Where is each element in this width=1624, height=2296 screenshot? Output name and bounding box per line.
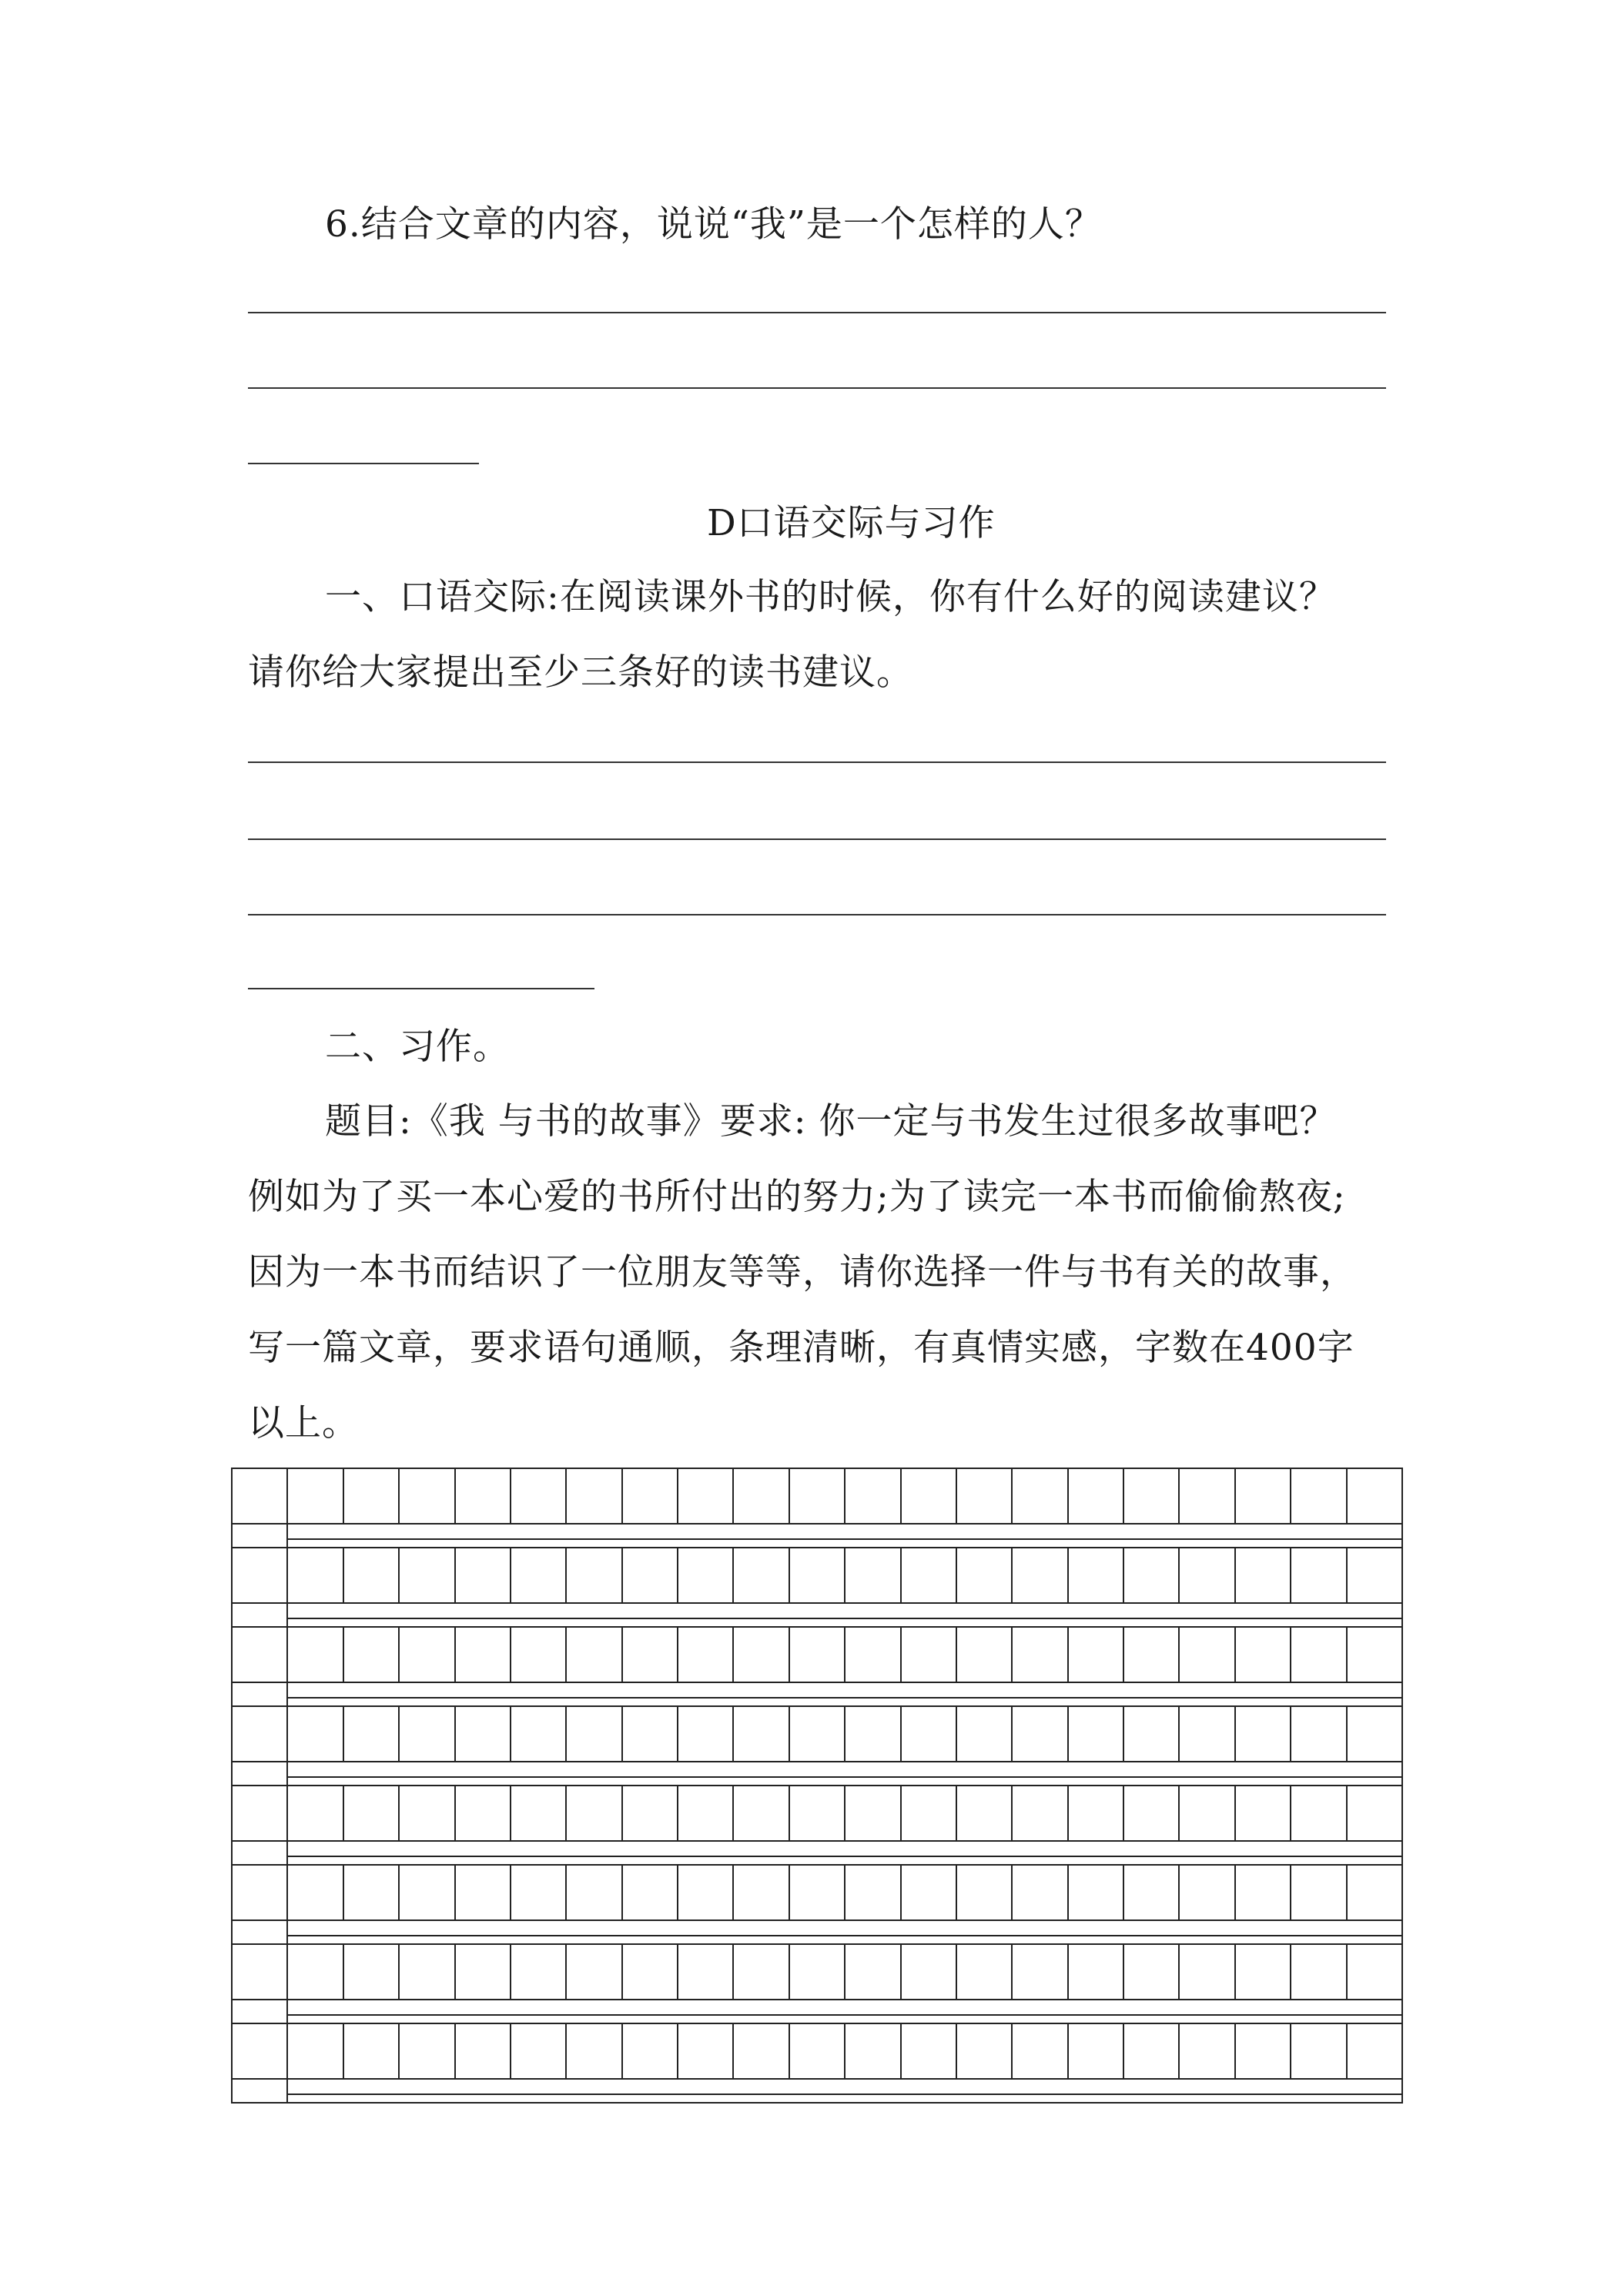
grid-gap-strip xyxy=(231,1682,1403,1705)
grid-cell[interactable] xyxy=(400,2024,455,2078)
grid-gap-left xyxy=(233,1683,288,1705)
grid-gap-right xyxy=(288,2080,1401,2102)
grid-cell[interactable] xyxy=(1180,1469,1235,1523)
grid-cell[interactable] xyxy=(902,2024,957,2078)
grid-cell[interactable] xyxy=(344,2024,400,2078)
grid-cell[interactable] xyxy=(567,1945,622,1999)
grid-cell[interactable] xyxy=(902,1469,957,1523)
grid-cell[interactable] xyxy=(623,1628,678,1682)
answer-line-short[interactable] xyxy=(248,463,479,464)
grid-gap-right xyxy=(288,1683,1401,1705)
grid-cell[interactable] xyxy=(734,1548,789,1602)
grid-cell[interactable] xyxy=(845,1469,901,1523)
grid-cell[interactable] xyxy=(288,2024,343,2078)
grid-cell[interactable] xyxy=(1348,1628,1401,1682)
grid-cell[interactable] xyxy=(400,1945,455,1999)
grid-cell[interactable] xyxy=(233,1628,288,1682)
grid-cell[interactable] xyxy=(288,1628,343,1682)
grid-cell[interactable] xyxy=(623,1548,678,1602)
grid-cell[interactable] xyxy=(678,1945,734,1999)
composition-grid[interactable] xyxy=(231,1468,1403,2104)
grid-gap-strip xyxy=(231,1840,1403,1864)
grid-cell[interactable] xyxy=(1069,2024,1124,2078)
grid-gap-right xyxy=(288,1842,1401,1864)
grid-cell[interactable] xyxy=(902,1786,957,1840)
grid-cell[interactable] xyxy=(1013,1707,1068,1761)
grid-cell[interactable] xyxy=(1124,1945,1180,1999)
grid-cell[interactable] xyxy=(1236,1469,1291,1523)
grid-cell[interactable] xyxy=(902,1945,957,1999)
grid-cell[interactable] xyxy=(902,1707,957,1761)
grid-cell[interactable] xyxy=(1013,1945,1068,1999)
grid-cell[interactable] xyxy=(678,1786,734,1840)
grid-cell[interactable] xyxy=(1069,1707,1124,1761)
grid-gap-right xyxy=(288,1525,1401,1547)
grid-cell[interactable] xyxy=(845,1707,901,1761)
grid-row xyxy=(231,1468,1403,1523)
grid-cell[interactable] xyxy=(1069,1866,1124,1919)
grid-gap-right xyxy=(288,1604,1401,1626)
grid-cell[interactable] xyxy=(456,1945,511,1999)
writing-prompt-line-4: 写一篇文章，要求语句通顺，条理清晰，有真情实感，字数在400字 xyxy=(248,1327,1354,1369)
grid-cell[interactable] xyxy=(623,1866,678,1919)
writing-prompt-line-5: 以上。 xyxy=(248,1402,359,1444)
grid-cell[interactable] xyxy=(790,1548,845,1602)
grid-cell[interactable] xyxy=(567,1786,622,1840)
grid-cell[interactable] xyxy=(288,1548,343,1602)
grid-cell[interactable] xyxy=(233,2024,288,2078)
grid-cell[interactable] xyxy=(1124,1866,1180,1919)
grid-cell[interactable] xyxy=(567,1628,622,1682)
grid-cell[interactable] xyxy=(734,1866,789,1919)
grid-cell[interactable] xyxy=(678,1628,734,1682)
grid-cell[interactable] xyxy=(511,1866,567,1919)
grid-cell[interactable] xyxy=(1291,1469,1347,1523)
grid-cell[interactable] xyxy=(1236,2024,1291,2078)
grid-cell[interactable] xyxy=(790,1628,845,1682)
grid-cell[interactable] xyxy=(233,1707,288,1761)
grid-cell[interactable] xyxy=(233,1548,288,1602)
grid-cell[interactable] xyxy=(1069,1786,1124,1840)
grid-cell[interactable] xyxy=(790,1945,845,1999)
grid-cell[interactable] xyxy=(1013,1866,1068,1919)
grid-gap-strip xyxy=(231,1523,1403,1547)
grid-cell[interactable] xyxy=(623,1786,678,1840)
grid-cell[interactable] xyxy=(902,1628,957,1682)
grid-cell[interactable] xyxy=(1124,1548,1180,1602)
grid-cell[interactable] xyxy=(400,1469,455,1523)
grid-cell[interactable] xyxy=(567,1866,622,1919)
grid-cell[interactable] xyxy=(1236,1707,1291,1761)
grid-cell[interactable] xyxy=(1069,1628,1124,1682)
grid-cell[interactable] xyxy=(1180,1786,1235,1840)
grid-cell[interactable] xyxy=(1124,1628,1180,1682)
oral-prompt-line-2: 请你给大家提出至少三条好的读书建议。 xyxy=(248,651,913,694)
grid-cell[interactable] xyxy=(790,1866,845,1919)
grid-gap-strip xyxy=(231,1602,1403,1626)
grid-cell[interactable] xyxy=(1348,1548,1401,1602)
grid-cell[interactable] xyxy=(957,1469,1013,1523)
grid-cell[interactable] xyxy=(344,1786,400,1840)
grid-cell[interactable] xyxy=(678,1548,734,1602)
grid-cell[interactable] xyxy=(288,1707,343,1761)
grid-row xyxy=(231,1705,1403,1761)
grid-cell[interactable] xyxy=(1236,1548,1291,1602)
grid-cell[interactable] xyxy=(288,1945,343,1999)
grid-cell[interactable] xyxy=(957,1707,1013,1761)
grid-cell[interactable] xyxy=(902,1866,957,1919)
grid-cell[interactable] xyxy=(790,1707,845,1761)
grid-cell[interactable] xyxy=(1124,1469,1180,1523)
grid-gap-left xyxy=(233,2080,288,2102)
grid-cell[interactable] xyxy=(1180,1707,1235,1761)
answer-line[interactable] xyxy=(248,312,1386,313)
grid-cell[interactable] xyxy=(902,1548,957,1602)
grid-cell[interactable] xyxy=(845,1866,901,1919)
grid-gap-right xyxy=(288,1921,1401,1943)
grid-cell[interactable] xyxy=(233,1866,288,1919)
grid-cell[interactable] xyxy=(456,1866,511,1919)
grid-cell[interactable] xyxy=(845,1548,901,1602)
grid-cell[interactable] xyxy=(511,1469,567,1523)
writing-prompt-line-1: 题目:《我 与书的故事》要求: 你一定与书发生过很多故事吧？ xyxy=(325,1100,1337,1143)
grid-cell[interactable] xyxy=(400,1628,455,1682)
grid-cell[interactable] xyxy=(623,1945,678,1999)
grid-cell[interactable] xyxy=(233,1469,288,1523)
answer-line[interactable] xyxy=(248,761,1386,763)
oral-prompt-line-1: 一、口语交际:在阅读课外书的时候，你有什么好的阅读建议？ xyxy=(325,576,1336,618)
grid-cell[interactable] xyxy=(1291,1945,1347,1999)
grid-cell[interactable] xyxy=(790,2024,845,2078)
grid-cell[interactable] xyxy=(734,1628,789,1682)
grid-cell[interactable] xyxy=(1124,1707,1180,1761)
grid-cell[interactable] xyxy=(1180,1548,1235,1602)
grid-cell[interactable] xyxy=(1348,1866,1401,1919)
grid-cell[interactable] xyxy=(845,2024,901,2078)
grid-cell[interactable] xyxy=(1348,1469,1401,1523)
grid-cell[interactable] xyxy=(678,1707,734,1761)
answer-line[interactable] xyxy=(248,838,1386,840)
grid-cell[interactable] xyxy=(456,2024,511,2078)
grid-cell[interactable] xyxy=(1013,1786,1068,1840)
grid-cell[interactable] xyxy=(456,1469,511,1523)
grid-cell[interactable] xyxy=(1124,1786,1180,1840)
grid-cell[interactable] xyxy=(1013,1628,1068,1682)
grid-cell[interactable] xyxy=(734,2024,789,2078)
grid-cell[interactable] xyxy=(790,1786,845,1840)
grid-cell[interactable] xyxy=(957,2024,1013,2078)
grid-cell[interactable] xyxy=(1180,2024,1235,2078)
grid-cell[interactable] xyxy=(1069,1469,1124,1523)
grid-cell[interactable] xyxy=(678,1866,734,1919)
writing-heading: 二、习作。 xyxy=(325,1026,510,1068)
grid-cell[interactable] xyxy=(344,1548,400,1602)
grid-cell[interactable] xyxy=(1013,1469,1068,1523)
grid-cell[interactable] xyxy=(511,1548,567,1602)
grid-cell[interactable] xyxy=(1236,1628,1291,1682)
grid-cell[interactable] xyxy=(400,1707,455,1761)
grid-cell[interactable] xyxy=(567,1707,622,1761)
grid-cell[interactable] xyxy=(845,1786,901,1840)
grid-cell[interactable] xyxy=(734,1945,789,1999)
grid-cell[interactable] xyxy=(734,1786,789,1840)
grid-cell[interactable] xyxy=(511,1707,567,1761)
grid-cell[interactable] xyxy=(623,1707,678,1761)
grid-cell[interactable] xyxy=(678,1469,734,1523)
grid-cell[interactable] xyxy=(957,1786,1013,1840)
answer-line-short[interactable] xyxy=(248,988,594,989)
grid-cell[interactable] xyxy=(456,1786,511,1840)
grid-gap-strip xyxy=(231,2078,1403,2102)
answer-line[interactable] xyxy=(248,387,1386,389)
grid-cell[interactable] xyxy=(957,1548,1013,1602)
grid-gap-left xyxy=(233,1842,288,1864)
grid-cell[interactable] xyxy=(1291,2024,1347,2078)
grid-cell[interactable] xyxy=(233,1786,288,1840)
grid-cell[interactable] xyxy=(957,1945,1013,1999)
grid-cell[interactable] xyxy=(344,1945,400,1999)
grid-cell[interactable] xyxy=(1180,1945,1235,1999)
grid-cell[interactable] xyxy=(511,1786,567,1840)
grid-cell[interactable] xyxy=(623,2024,678,2078)
grid-bottom-border xyxy=(231,2102,1403,2104)
grid-cell[interactable] xyxy=(511,1945,567,1999)
grid-cell[interactable] xyxy=(511,1628,567,1682)
grid-cell[interactable] xyxy=(400,1548,455,1602)
grid-cell[interactable] xyxy=(1069,1548,1124,1602)
grid-row xyxy=(231,1626,1403,1682)
grid-cell[interactable] xyxy=(1348,1945,1401,1999)
grid-cell[interactable] xyxy=(567,1469,622,1523)
grid-cell[interactable] xyxy=(567,1548,622,1602)
grid-cell[interactable] xyxy=(1236,1786,1291,1840)
grid-row xyxy=(231,1864,1403,1919)
question-6-text: 6.结合文章的内容，说说“我”是一个怎样的人？ xyxy=(325,203,1102,246)
writing-prompt-line-3: 因为一本书而结识了一位朋友等等，请你选择一件与书有关的故事， xyxy=(248,1251,1357,1294)
grid-cell[interactable] xyxy=(344,1628,400,1682)
grid-cell[interactable] xyxy=(288,1866,343,1919)
grid-cell[interactable] xyxy=(845,1628,901,1682)
grid-row xyxy=(231,1943,1403,1999)
grid-gap-left xyxy=(233,1525,288,1547)
grid-cell[interactable] xyxy=(1236,1945,1291,1999)
answer-line[interactable] xyxy=(248,914,1386,915)
grid-row xyxy=(231,2023,1403,2078)
grid-cell[interactable] xyxy=(1013,2024,1068,2078)
grid-gap-left xyxy=(233,1921,288,1943)
grid-gap-strip xyxy=(231,1999,1403,2023)
grid-gap-left xyxy=(233,1762,288,1785)
grid-cell[interactable] xyxy=(344,1469,400,1523)
grid-cell[interactable] xyxy=(1180,1866,1235,1919)
grid-cell[interactable] xyxy=(1236,1866,1291,1919)
grid-cell[interactable] xyxy=(734,1707,789,1761)
grid-cell[interactable] xyxy=(1069,1945,1124,1999)
grid-cell[interactable] xyxy=(1348,1707,1401,1761)
section-d-title: D口语交际与习作 xyxy=(707,502,996,544)
grid-cell[interactable] xyxy=(1291,1866,1347,1919)
grid-cell[interactable] xyxy=(344,1707,400,1761)
grid-cell[interactable] xyxy=(456,1707,511,1761)
grid-row xyxy=(231,1785,1403,1840)
grid-row xyxy=(231,1547,1403,1602)
grid-cell[interactable] xyxy=(233,1945,288,1999)
grid-gap-strip xyxy=(231,1761,1403,1785)
grid-cell[interactable] xyxy=(1348,1786,1401,1840)
grid-cell[interactable] xyxy=(790,1469,845,1523)
grid-cell[interactable] xyxy=(1013,1548,1068,1602)
grid-cell[interactable] xyxy=(344,1866,400,1919)
grid-cell[interactable] xyxy=(400,1866,455,1919)
grid-cell[interactable] xyxy=(1291,1707,1347,1761)
grid-cell[interactable] xyxy=(456,1628,511,1682)
grid-cell[interactable] xyxy=(845,1945,901,1999)
grid-cell[interactable] xyxy=(1291,1548,1347,1602)
grid-cell[interactable] xyxy=(1291,1786,1347,1840)
grid-cell[interactable] xyxy=(511,2024,567,2078)
grid-cell[interactable] xyxy=(734,1469,789,1523)
grid-cell[interactable] xyxy=(400,1786,455,1840)
grid-cell[interactable] xyxy=(288,1786,343,1840)
grid-cell[interactable] xyxy=(456,1548,511,1602)
grid-gap-right xyxy=(288,2000,1401,2023)
grid-gap-right xyxy=(288,1762,1401,1785)
grid-cell[interactable] xyxy=(1180,1628,1235,1682)
writing-prompt-line-2: 例如为了买一本心爱的书所付出的努力;为了读完一本书而偷偷熬夜; xyxy=(248,1176,1346,1218)
grid-cell[interactable] xyxy=(1124,2024,1180,2078)
grid-gap-left xyxy=(233,2000,288,2023)
grid-cell[interactable] xyxy=(957,1866,1013,1919)
grid-cell[interactable] xyxy=(957,1628,1013,1682)
grid-cell[interactable] xyxy=(288,1469,343,1523)
grid-gap-left xyxy=(233,1604,288,1626)
grid-cell[interactable] xyxy=(623,1469,678,1523)
grid-cell[interactable] xyxy=(1291,1628,1347,1682)
grid-cell[interactable] xyxy=(567,2024,622,2078)
grid-cell[interactable] xyxy=(1348,2024,1401,2078)
grid-gap-strip xyxy=(231,1919,1403,1943)
grid-cell[interactable] xyxy=(678,2024,734,2078)
